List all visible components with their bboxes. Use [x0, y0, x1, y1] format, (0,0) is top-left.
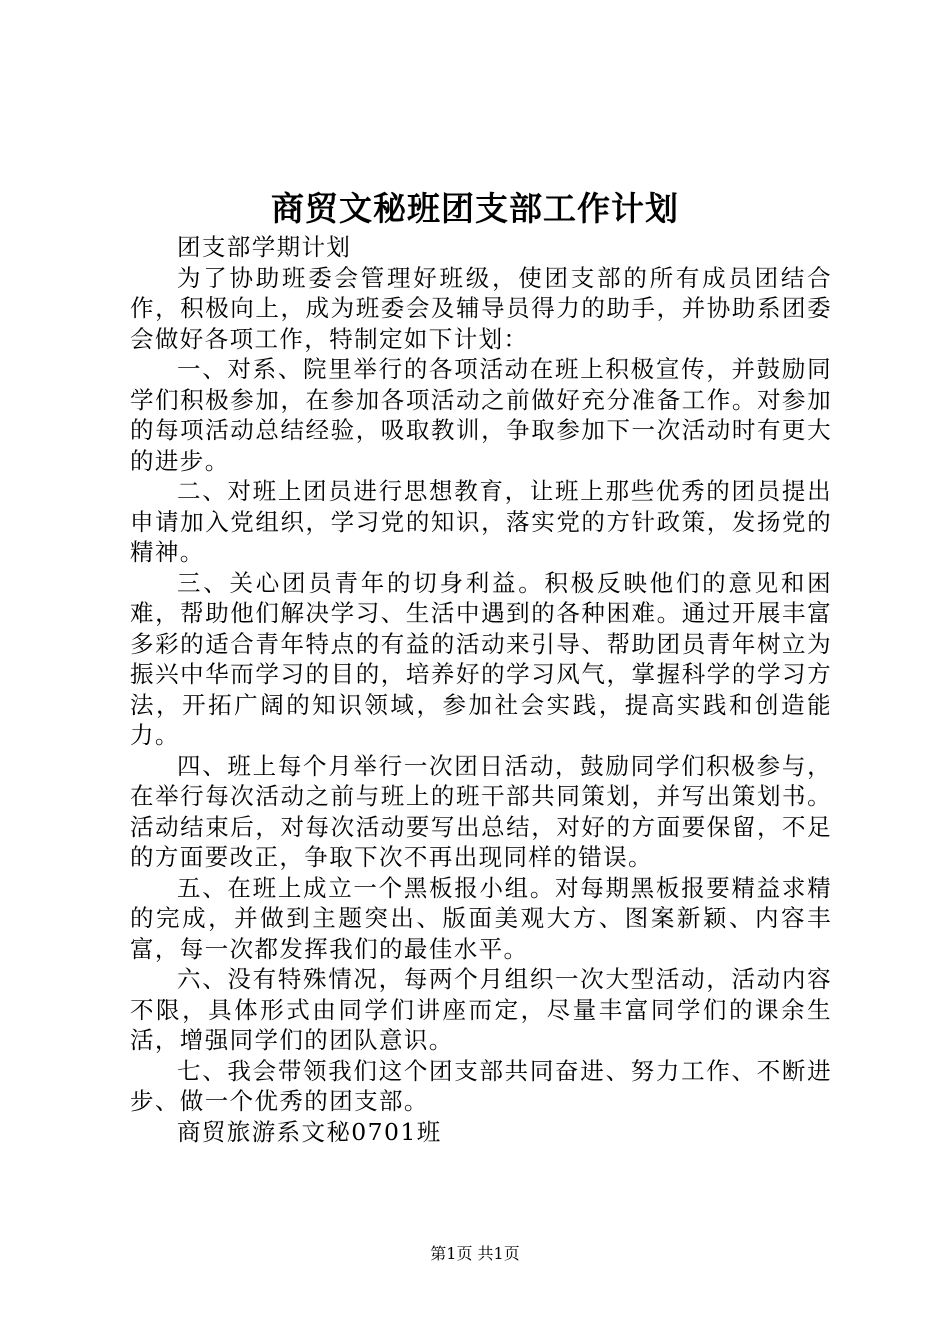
paragraph-item-5: 五、在班上成立一个黑板报小组。对每期黑板报要精益求精的完成，并做到主题突出、版面美观大方、图案新颖、内容丰富，每一次都发挥我们的最佳水平。 — [130, 873, 832, 963]
page-footer: 第1页 共1页 — [430, 1244, 520, 1263]
paragraph-item-4: 四、班上每个月举行一次团日活动，鼓励同学们积极参与，在举行每次活动之前与班上的班干部共同策划，并写出策划书。活动结束后，对每次活动要写出总结，对好的方面要保留，不足的方面要改正，争取下次不再出现同样的错误。 — [130, 751, 832, 871]
paragraph-item-1: 一、对系、院里举行的各项活动在班上积极宣传，并鼓励同学们积极参加，在参加各项活动之前做好充分准备工作。对参加的每项活动总结经验，吸取教训，争取参加下一次活动时有更大的进步。 — [130, 355, 832, 475]
paragraph-item-7: 七、我会带领我们这个团支部共同奋进、努力工作、不断进步、做一个优秀的团支部。 — [130, 1056, 832, 1115]
paragraph-signature: 商贸旅游系文秘0701班 — [177, 1117, 442, 1146]
paragraph-item-3: 三、关心团员青年的切身利益。积极反映他们的意见和困难，帮助他们解决学习、生活中遇到的各种困难。通过开展丰富多彩的适合青年特点的有益的活动来引导、帮助团员青年树立为振兴中华而学习的目的，培养好的学习风气，掌握科学的学习方法，开拓广阔的知识领域，参加社会实践，提高实践和创造能力。 — [130, 568, 832, 749]
paragraph-intro: 为了协助班委会管理好班级，使团支部的所有成员团结合作，积极向上，成为班委会及辅导员得力的助手，并协助系团委会做好各项工作，特制定如下计划： — [130, 263, 832, 353]
paragraph-item-2: 二、对班上团员进行思想教育，让班上那些优秀的团员提出申请加入党组织，学习党的知识，落实党的方针政策，发扬党的精神。 — [130, 477, 832, 566]
document-body — [130, 232, 832, 1147]
paragraph-heading: 团支部学期计划 — [177, 233, 352, 261]
paragraph-item-6: 六、没有特殊情况，每两个月组织一次大型活动，活动内容不限，具体形式由同学们讲座而定，尽量丰富同学们的课余生活，增强同学们的团队意识。 — [130, 965, 832, 1054]
document-title: 商贸文秘班团支部工作计划 — [271, 189, 679, 228]
